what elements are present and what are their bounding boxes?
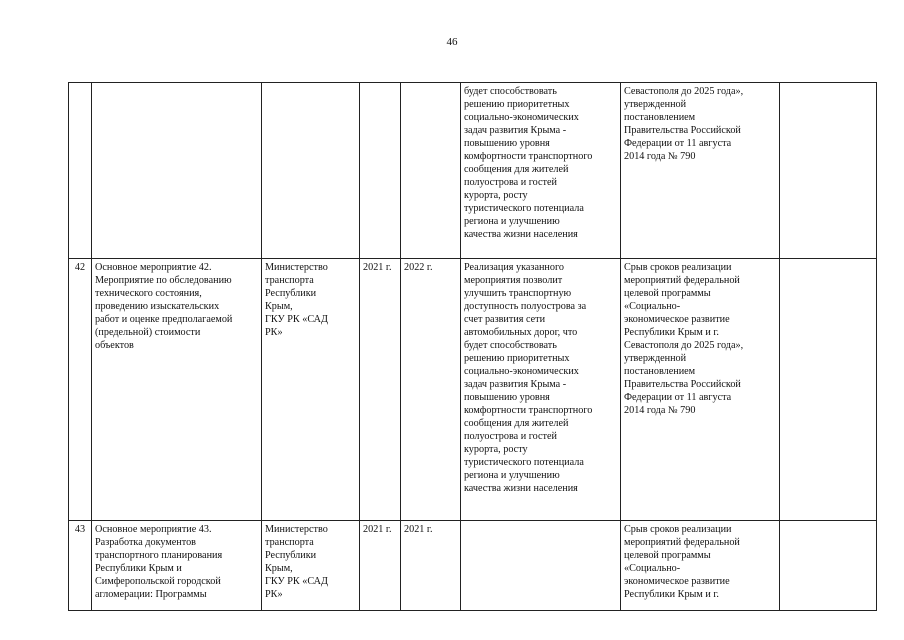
expected-result-cell: Реализация указанного мероприятия позволит улучшить транспортную доступность полуострова за счет развития сети автомобильных дорог, что будет способствовать решению приоритетных социально-экономических задач развития Крыма - повышению уровня комфортности транспортного сообщения для жителей полуострова и гостей курорта, росту туристического потенциала региона и улучшению качества жизни населения (461, 259, 621, 521)
measures-table (68, 82, 877, 611)
end-year-cell: 2022 г. (401, 259, 461, 521)
start-year-cell: 2021 г. (360, 521, 401, 611)
executor-cell: Министерство транспорта Республики Крым, ГКУ РК «САД РК» (262, 521, 360, 611)
row-number-cell: 42 (69, 259, 92, 521)
table-row (69, 521, 877, 611)
executor-cell (262, 83, 360, 259)
expected-result-cell (461, 521, 621, 611)
row-number-cell (69, 83, 92, 259)
expected-result-cell: будет способствовать решению приоритетных социально-экономических задач развития Крыма - повышению уровня комфортности транспортного сообщения для жителей полуострова и гостей курорта, росту туристического потенциала региона и улучшению качества жизни населения (461, 83, 621, 259)
table-row (69, 83, 877, 259)
page-number: 46 (446, 36, 458, 48)
consequences-cell: Срыв сроков реализации мероприятий федеральной целевой программы «Социально- экономическое развитие Республики Крым и г. Севастополя до 2025 года», утвержденной постановлением Правительства Российской Федерации от 11 августа 2014 года № 790 (621, 259, 780, 521)
measure-name-cell (92, 83, 262, 259)
measure-name-cell: Основное мероприятие 42. Мероприятие по обследованию технического состояния, проведению изыскательских работ и оценке предполагаемой (предельной) стоимости объектов (92, 259, 262, 521)
link-cell (780, 521, 877, 611)
start-year-cell: 2021 г. (360, 259, 401, 521)
executor-cell: Министерство транспорта Республики Крым, ГКУ РК «САД РК» (262, 259, 360, 521)
consequences-cell: Севастополя до 2025 года», утвержденной постановлением Правительства Российской Федерации от 11 августа 2014 года № 790 (621, 83, 780, 259)
start-year-cell (360, 83, 401, 259)
table-row (69, 259, 877, 521)
consequences-cell: Срыв сроков реализации мероприятий федеральной целевой программы «Социально- экономическое развитие Республики Крым и г. (621, 521, 780, 611)
end-year-cell: 2021 г. (401, 521, 461, 611)
end-year-cell (401, 83, 461, 259)
row-number-cell: 43 (69, 521, 92, 611)
link-cell (780, 83, 877, 259)
measure-name-cell: Основное мероприятие 43. Разработка документов транспортного планирования Республики Крым и Симферопольской городской агломерации: Программы (92, 521, 262, 611)
link-cell (780, 259, 877, 521)
